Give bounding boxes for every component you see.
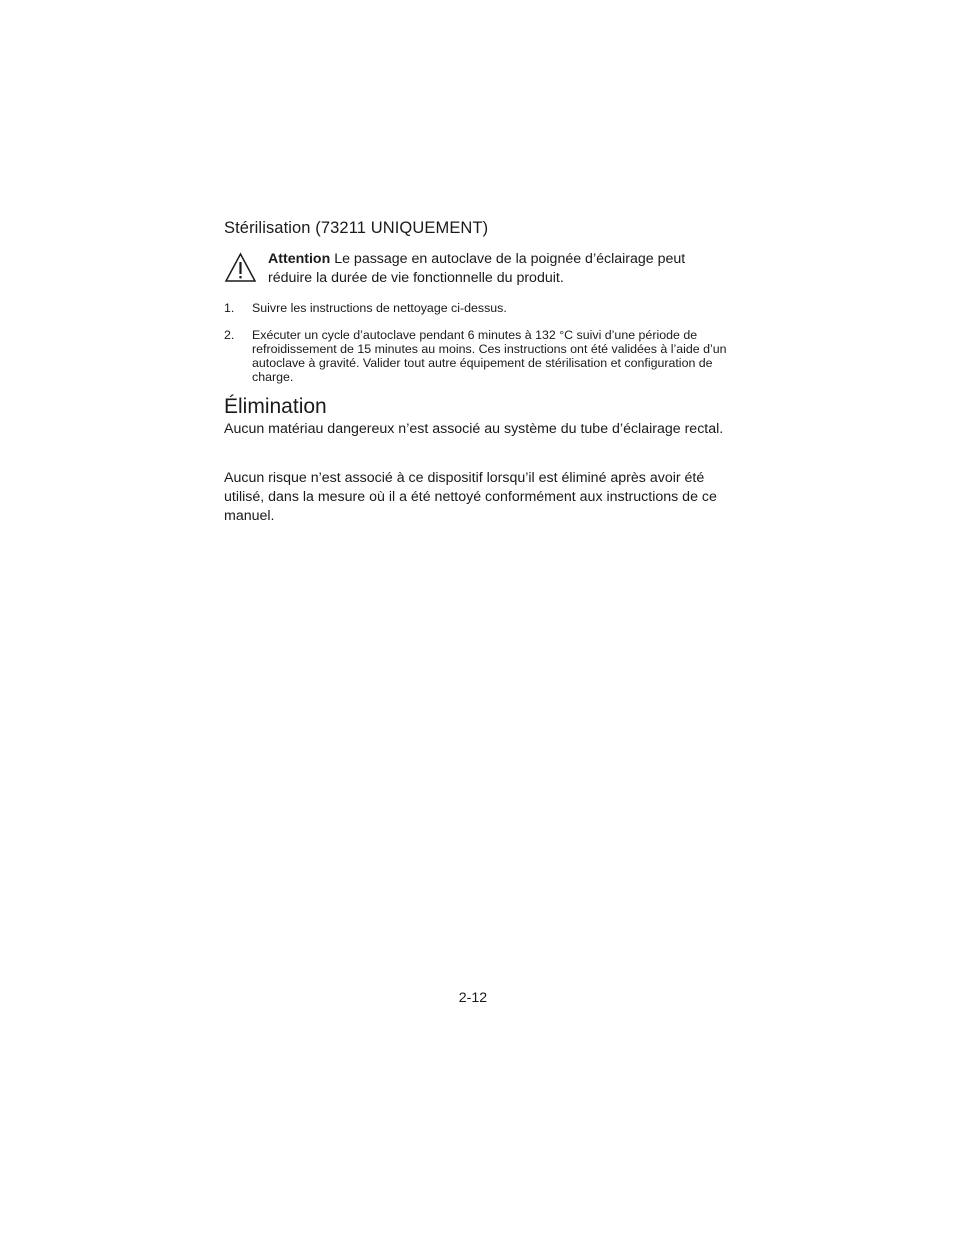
elimination-paragraph: Aucun matériau dangereux n’est associé au système du tube d’éclairage rectal.	[224, 421, 724, 437]
sterilisation-steps	[224, 301, 734, 384]
elimination-paragraph: Aucun risque n’est associé à ce dispositif lorsqu’il est éliminé après avoir été utilisé, dans la mesure où il a été nettoyé conformément aux instructions de ce manuel.	[224, 470, 717, 524]
list-item	[224, 301, 734, 315]
step-text: Exécuter un cycle d’autoclave pendant 6 minutes à 132 °C suivi d’une période de refroidissement de 15 minutes au moins. Ces instructions ont été validées à l’aide d’un autoclave à gravité. Valider tout autre équipement de stérilisation et configuration de charge.	[252, 328, 727, 384]
page-number: 2-12	[458, 990, 488, 1006]
step-number: 1.	[224, 301, 235, 315]
sterilisation-heading: Stérilisation (73211 UNIQUEMENT)	[224, 219, 489, 237]
caution-note	[268, 250, 708, 288]
caution-message: Le passage en autoclave de la poignée d’éclairage peut réduire la durée de vie fonctionnelle du produit.	[268, 251, 686, 286]
step-text: Suivre les instructions de nettoyage ci-dessus.	[252, 301, 507, 315]
step-number: 2.	[224, 328, 235, 342]
list-item	[224, 328, 734, 384]
caution-label: Attention	[268, 251, 331, 267]
elimination-title: Élimination	[224, 395, 327, 418]
warning-triangle-icon	[224, 252, 257, 283]
